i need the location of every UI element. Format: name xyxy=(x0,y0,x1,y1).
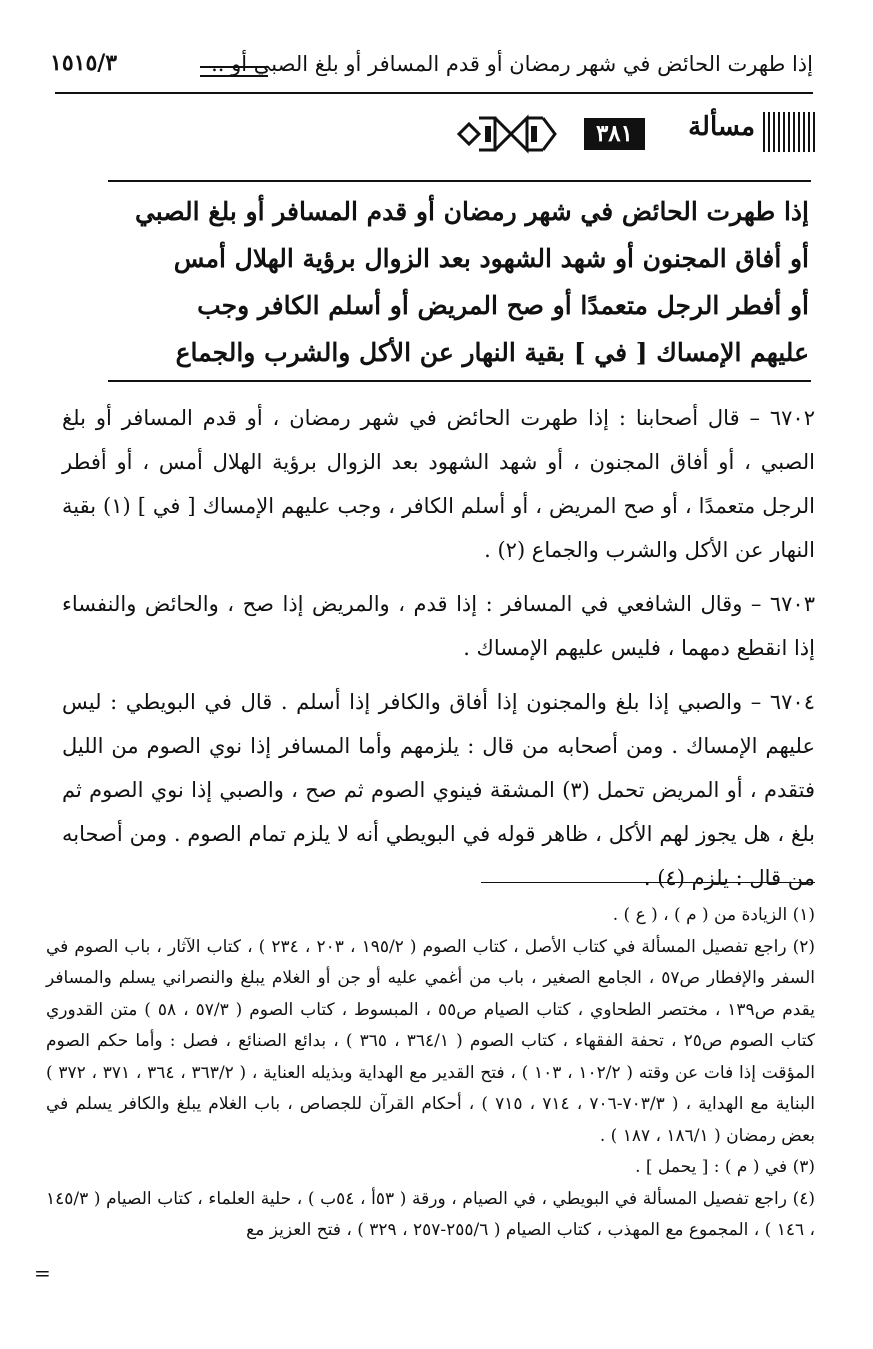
title-top-rule xyxy=(108,180,811,182)
body-text xyxy=(62,396,815,910)
masala-title xyxy=(110,188,809,376)
paragraph-6703: ٦٧٠٣ – وقال الشافعي في المسافر : إذا قدم ، والمريض إذا صح ، والحائض والنفساء إذا انقطع دمهما ، فليس عليهم الإمساك . xyxy=(62,592,815,660)
footnote-separator xyxy=(481,882,815,883)
footnote-1: (١) الزيادة من ( م ) ، ( ع ) . xyxy=(612,905,815,925)
title-line: أو أفطر الرجل متعمدًا أو صح المريض أو أسلم الكافر وجب xyxy=(197,291,809,320)
page-number: ١٥١٥/٣ xyxy=(50,50,118,76)
title-line: أو أفاق المجنون أو شهد الشهود بعد الزوال برؤية الهلال أمس xyxy=(173,244,809,273)
striped-bars-ornament xyxy=(763,112,815,152)
paragraph-6702: ٦٧٠٢ – قال أصحابنا : إذا طهرت الحائض في شهر رمضان ، أو قدم المسافر أو بلغ الصبي ، أو أفاق المجنون ، أو شهد الشهود بعد الزوال برؤية الهلال أمس ، أو أفطر الرجل متعمدًا ، أو صح المريض ، أو أسلم الكافر ، وجب عليهم الإمساك [ في ] (١) بقية النهار عن الأكل والشرب والجماع (٢) . xyxy=(62,406,815,562)
footnote-4: (٤) راجع تفصيل المسألة في البويطي ، في الصيام ، ورقة ( ٥٣أ ، ٥٤ب ) ، حلية العلماء ، كتاب الصيام ( ١٤٥/٣ ، ١٤٦ ) ، المجموع مع المهذب ، كتاب الصيام ( ٢٥٥/٦-٢٥٧ ، ٣٢٩ ) ، فتح العزيز مع xyxy=(46,1188,815,1240)
masala-label: مسألة xyxy=(688,112,755,142)
title-bottom-rule xyxy=(108,380,811,382)
header-double-rule xyxy=(200,66,268,77)
running-header xyxy=(50,48,813,88)
masala-banner xyxy=(520,108,815,160)
paragraph-6704: ٦٧٠٤ – والصبي إذا بلغ والمجنون إذا أفاق والكافر إذا أسلم . قال في البويطي : ليس عليهم الإمساك . ومن أصحابه من قال : يلزمهم وأما المسافر إذا نوي الصوم من الليل فتقدم ، أو المريض تحمل (٣) المشقة فينوي الصوم ثم صح ، والصبي إذا نوي الصوم ثم بلغ ، هل يجوز لهم الأكل ، ظاهر قوله في البويطي أنه لا يلزم تمام الصوم . ومن أصحابه من قال : يلزم (٤) . xyxy=(62,690,815,890)
geometric-ornament-icon xyxy=(455,110,565,158)
title-line: إذا طهرت الحائض في شهر رمضان أو قدم المسافر أو بلغ الصبي xyxy=(134,197,809,226)
footnote-3: (٣) في ( م ) : [ يحمل ] . xyxy=(635,1157,815,1177)
footnote-2: (٢) راجع تفصيل المسألة في كتاب الأصل ، كتاب الصوم ( ١٩٥/٢ ، ٢٠٣ ، ٢٣٤ ) ، كتاب الآثار ، باب الصوم في السفر والإفطار ص٥٧ ، الجامع الصغير ، باب من أغمي عليه أو جن أو الغلام يبلغ والنصراني يسلم والمسافر يقدم ص١٣٩ ، مختصر الطحاوي ، كتاب الصيام ص٥٥ ، المبسوط ، كتاب الصوم ( ٥٧/٣ ، ٥٨ ) متن القدوري كتاب الصوم ص٢٥ ، تحفة الفقهاء ، كتاب الصوم ( ٣٦٤/١ ، ٣٦٥ ) ، بدائع الصنائع ، فصل : وأما حكم الصوم المؤقت إذا فات عن وقته ( ١٠٢/٢ ، ١٠٣ ) ، فتح القدير مع الهداية وبذيله العناية ، ( ٣٦٣/٢ ، ٣٦٤ ، ٣٧١ ، ٣٧٢ ) البناية مع الهداية ، ( ٧٠٣/٣-٧٠٦ ، ٧١٤ ، ٧١٥ ) ، أحكام القرآن للجصاص ، باب الغلام يبلغ والكافر يسلم في بعض رمضان ( ١٨٦/١ ، ١٨٧ ) . xyxy=(46,936,816,1146)
title-line: عليهم الإمساك [ في ] بقية النهار عن الأكل والشرب والجماع xyxy=(175,338,809,367)
running-title: إذا طهرت الحائض في شهر رمضان أو قدم المسافر أو بلغ الصبي أو .. xyxy=(211,52,813,76)
masala-number: ٣٨١ xyxy=(584,118,645,150)
header-underline xyxy=(55,92,813,94)
continuation-mark: = xyxy=(34,1261,51,1285)
footnotes xyxy=(46,900,815,1247)
